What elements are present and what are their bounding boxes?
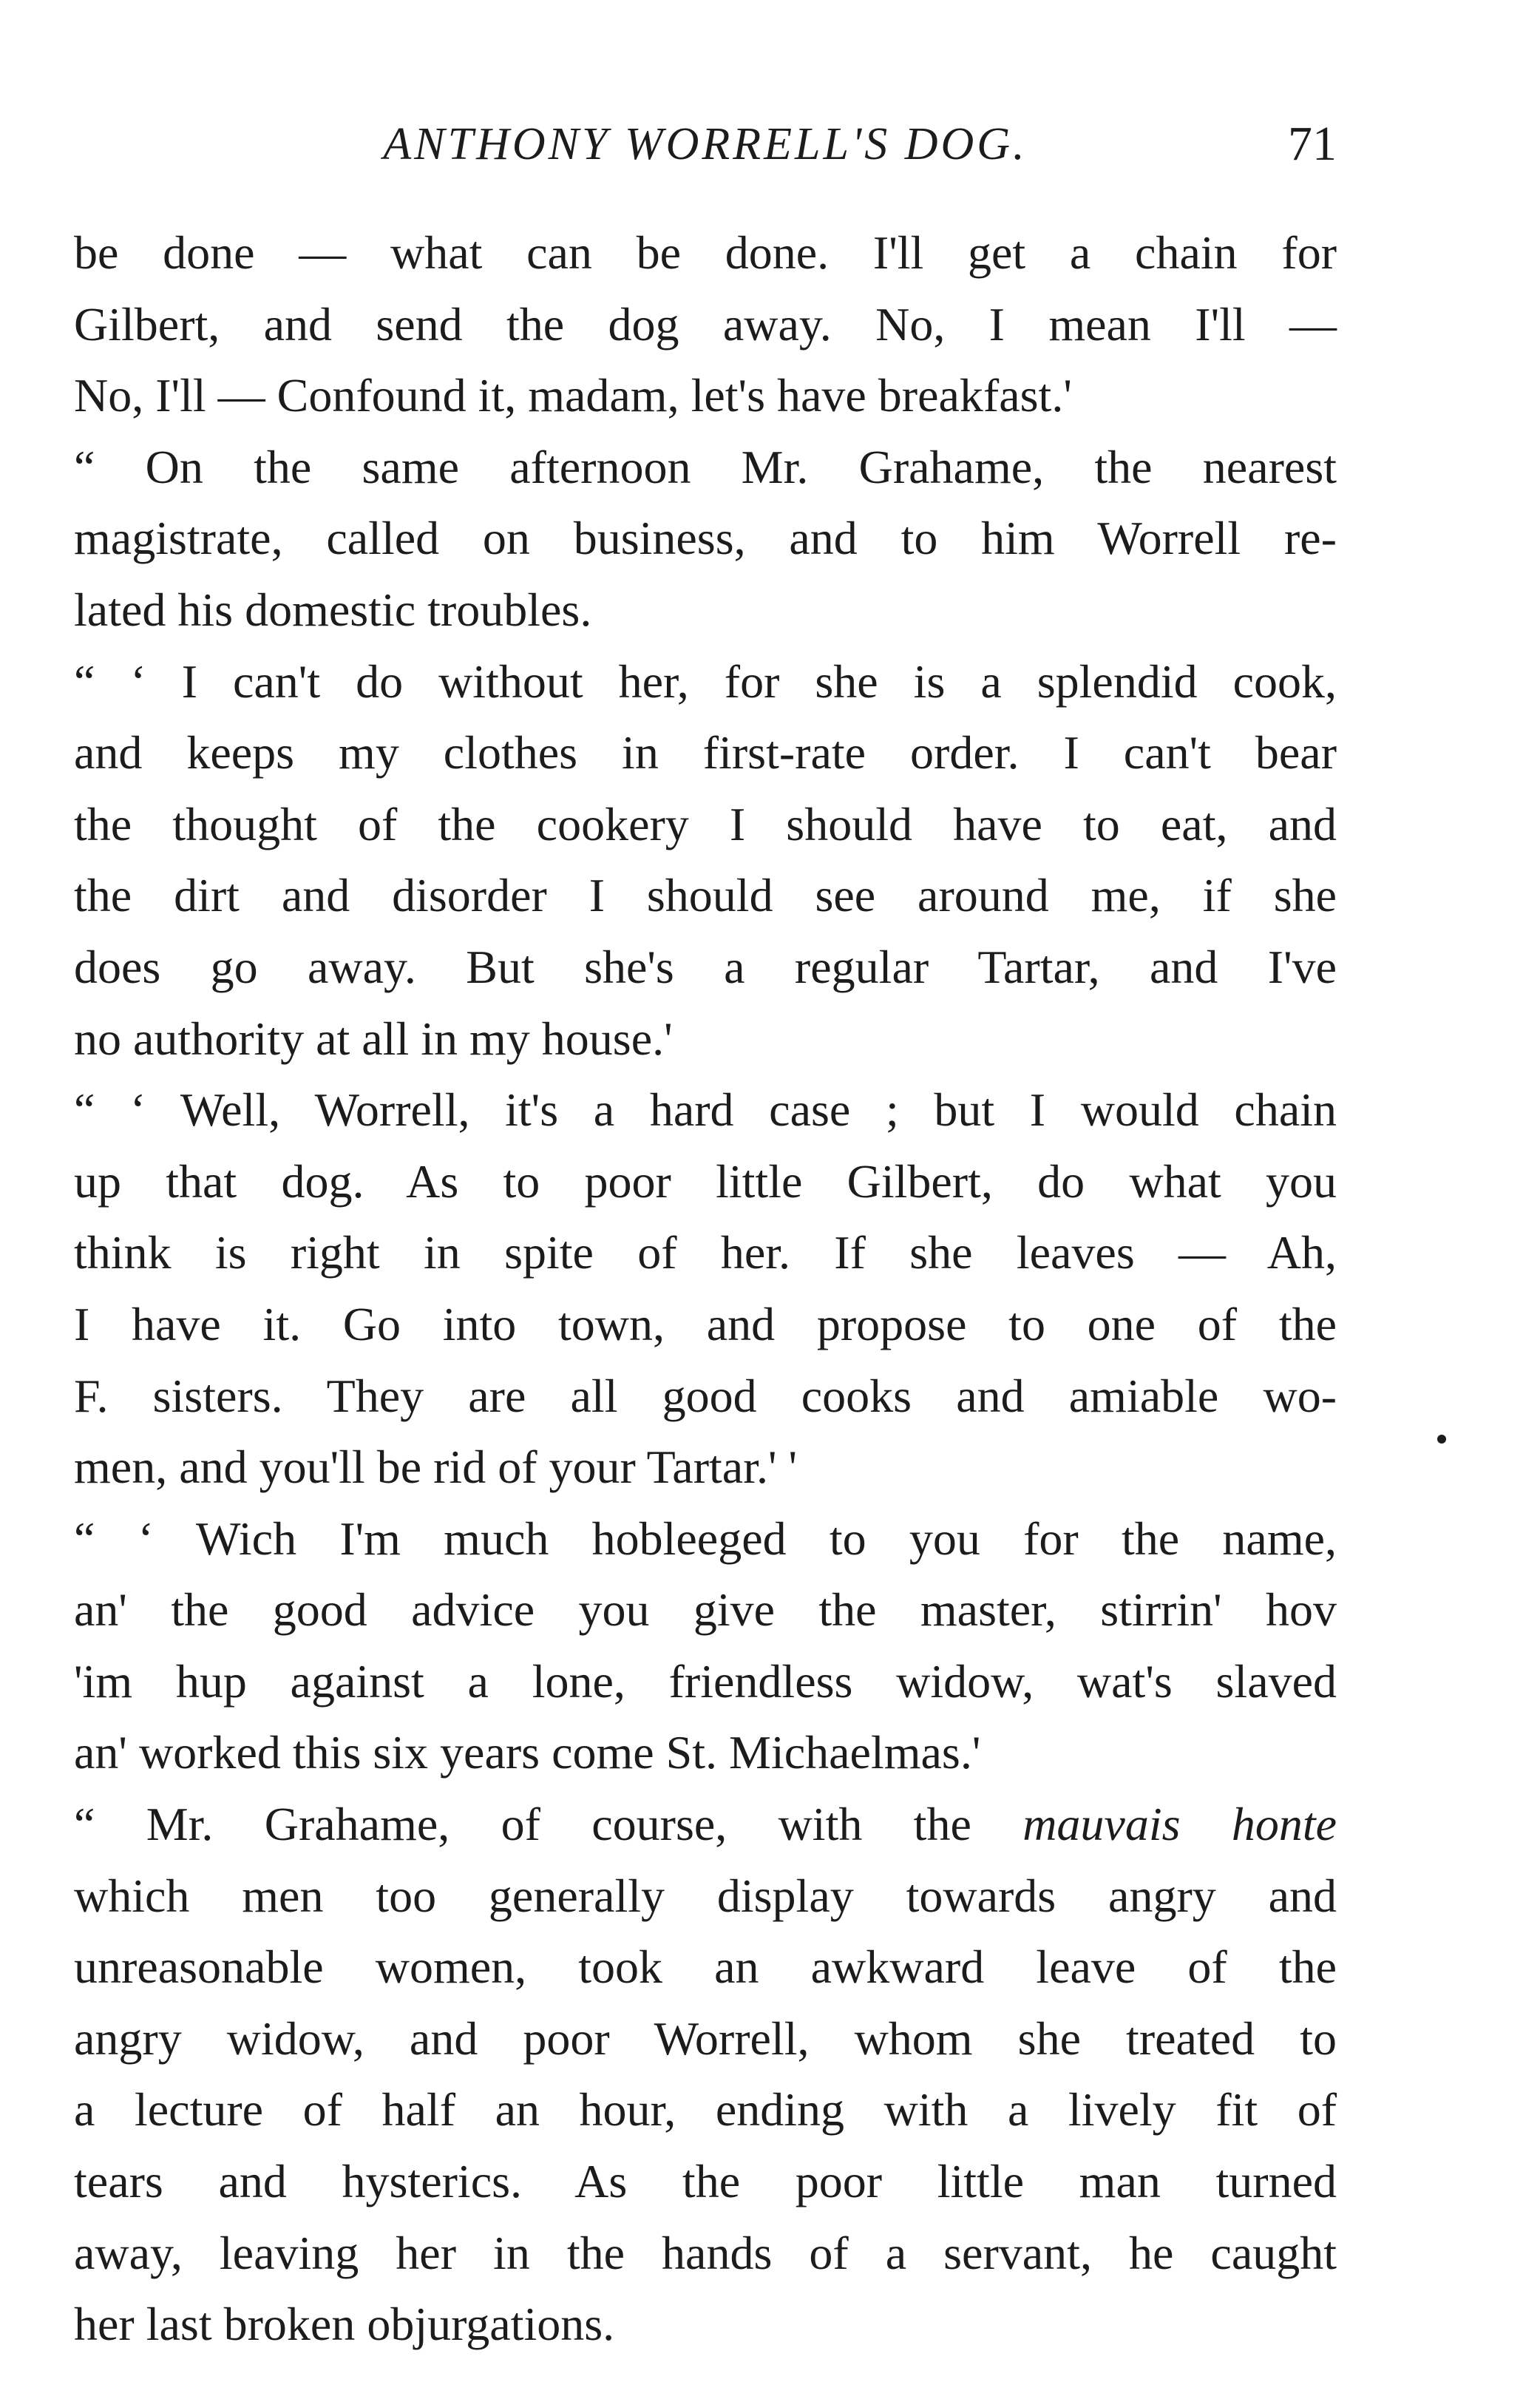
text-line-with-italic (74, 1789, 1337, 1861)
text-line: No, I'll — Confound it, madam, let's have breakfast.' (74, 369, 1072, 422)
text-line: “ ‘ I can't do without her, for she is a splendid cook, (74, 654, 1337, 708)
text-line: the thought of the cookery I should have to eat, and (74, 797, 1337, 850)
running-head (74, 111, 1337, 177)
text-line: tears and hysterics. As the poor little man turned (74, 2155, 1337, 2208)
text-line: her last broken objurgations. (74, 2298, 615, 2351)
text-line: “ On the same afternoon Mr. Grahame, the nearest (74, 440, 1337, 493)
text-line: angry widow, and poor Worrell, whom she treated to (74, 2011, 1337, 2065)
text-line: which men too generally display towards angry and (74, 1869, 1337, 1922)
text-line: does go away. But she's a regular Tartar, and I've (74, 940, 1337, 993)
text-line: F. sisters. They are all good cooks and amiable wo- (74, 1369, 1337, 1422)
text-line: no authority at all in my house.' (74, 1012, 673, 1065)
italic-phrase: mauvais honte (1022, 1798, 1337, 1851)
body-text (74, 217, 1337, 2361)
text-line: be done — what can be done. I'll get a chain for (74, 226, 1337, 279)
text-line: 'im hup against a lone, friendless widow, wat's slaved (74, 1654, 1337, 1708)
text-line: think is right in spite of her. If she leaves — Ah, (74, 1226, 1337, 1279)
text-line: lated his domestic troubles. (74, 583, 592, 636)
text-line: I have it. Go into town, and propose to one of the (74, 1297, 1337, 1350)
text-line: men, and you'll be rid of your Tartar.' ' (74, 1441, 798, 1494)
text-line: the dirt and disorder I should see around me, if she (74, 869, 1337, 922)
text-line: “ ‘ Well, Worrell, it's a hard case ; but I would chain (74, 1083, 1337, 1137)
text-line: up that dog. As to poor little Gilbert, do what you (74, 1154, 1337, 1208)
page-number: 71 (1288, 117, 1337, 171)
text-line: Gilbert, and send the dog away. No, I mean I'll — (74, 297, 1337, 351)
text-line: and keeps my clothes in first-rate order. I can't bear (74, 726, 1337, 779)
text-line: a lecture of half an hour, ending with a lively fit of (74, 2083, 1337, 2136)
text-line: magistrate, called on business, and to him Worrell re- (74, 512, 1337, 565)
text-line: away, leaving her in the hands of a servant, he caught (74, 2226, 1337, 2279)
ink-speck (1437, 1435, 1446, 1444)
text-line: an' the good advice you give the master, stirrin' hov (74, 1583, 1337, 1637)
text-line: “ ‘ Wich I'm much hobleeged to you for the name, (74, 1512, 1337, 1565)
text-line: unreasonable women, took an awkward leave of the (74, 1940, 1337, 1994)
text-line: an' worked this six years come St. Michaelmas.' (74, 1726, 981, 1779)
text-segment: “ Mr. Grahame, of course, with the (74, 1798, 1023, 1851)
running-head-title: ANTHONY WORRELL'S DOG. (383, 119, 1028, 169)
